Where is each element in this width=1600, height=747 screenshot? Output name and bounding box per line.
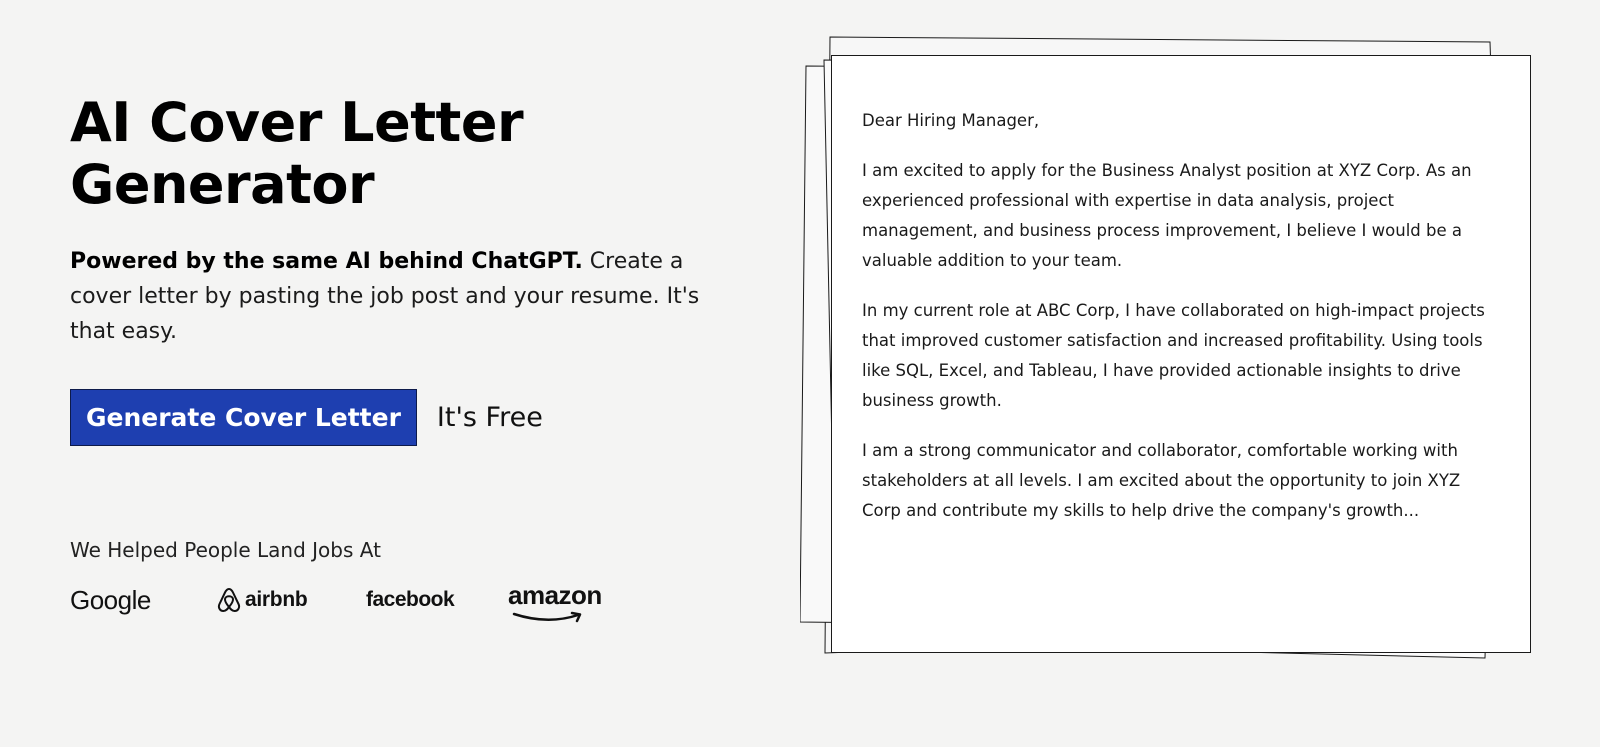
letter-greeting: Dear Hiring Manager, xyxy=(862,111,1040,130)
letter-paragraph: I am excited to apply for the Business Analyst position at XYZ Corp. As an experienced professional with expertise in data analysis, project management, and business process improvement, I believe I would be a valuable addition to your team. xyxy=(862,161,1472,270)
amazon-logo xyxy=(508,580,602,621)
tagline-text: Create a cover letter by pasting the job post and your resume. It's that easy. xyxy=(70,249,700,344)
generate-cover-letter-button[interactable]: Generate Cover Letter xyxy=(70,389,417,446)
airbnb-logo-text: airbnb xyxy=(245,588,308,611)
hero-section xyxy=(70,92,710,620)
letter-sheet xyxy=(831,55,1531,653)
facebook-logo-text: facebook xyxy=(366,588,455,611)
tagline-highlight: Powered by the same AI behind ChatGPT. xyxy=(70,249,583,274)
company-logos xyxy=(70,580,710,620)
facebook-logo xyxy=(366,588,508,612)
google-logo xyxy=(70,585,216,616)
airbnb-logo xyxy=(216,586,366,614)
letter-paragraph: In my current role at ABC Corp, I have collaborated on high-impact projects that improved customer satisfaction and increased profitability. Using tools like SQL, Excel, and Tableau, I have provided actionable insights to drive business growth. xyxy=(862,301,1485,410)
letter-paragraph: I am a strong communicator and collaborator, comfortable working with stakeholders at all levels. I am excited about the opportunity to join XYZ Corp and contribute my skills to help drive the company's growth... xyxy=(862,441,1461,520)
page-title-line-2: Generator xyxy=(70,153,375,216)
hero-tagline xyxy=(70,244,710,349)
free-note: It's Free xyxy=(436,402,543,433)
amazon-smile-icon xyxy=(512,611,588,623)
page-title-line-1: AI Cover Letter xyxy=(70,91,524,154)
google-logo-text: Google xyxy=(70,584,151,615)
airbnb-belo-icon xyxy=(216,586,242,614)
social-proof-label: We Helped People Land Jobs At xyxy=(70,538,381,562)
letter-preview xyxy=(800,30,1520,670)
cta-row xyxy=(70,389,710,446)
amazon-logo-text: amazon xyxy=(508,579,602,610)
page-title xyxy=(70,92,710,216)
